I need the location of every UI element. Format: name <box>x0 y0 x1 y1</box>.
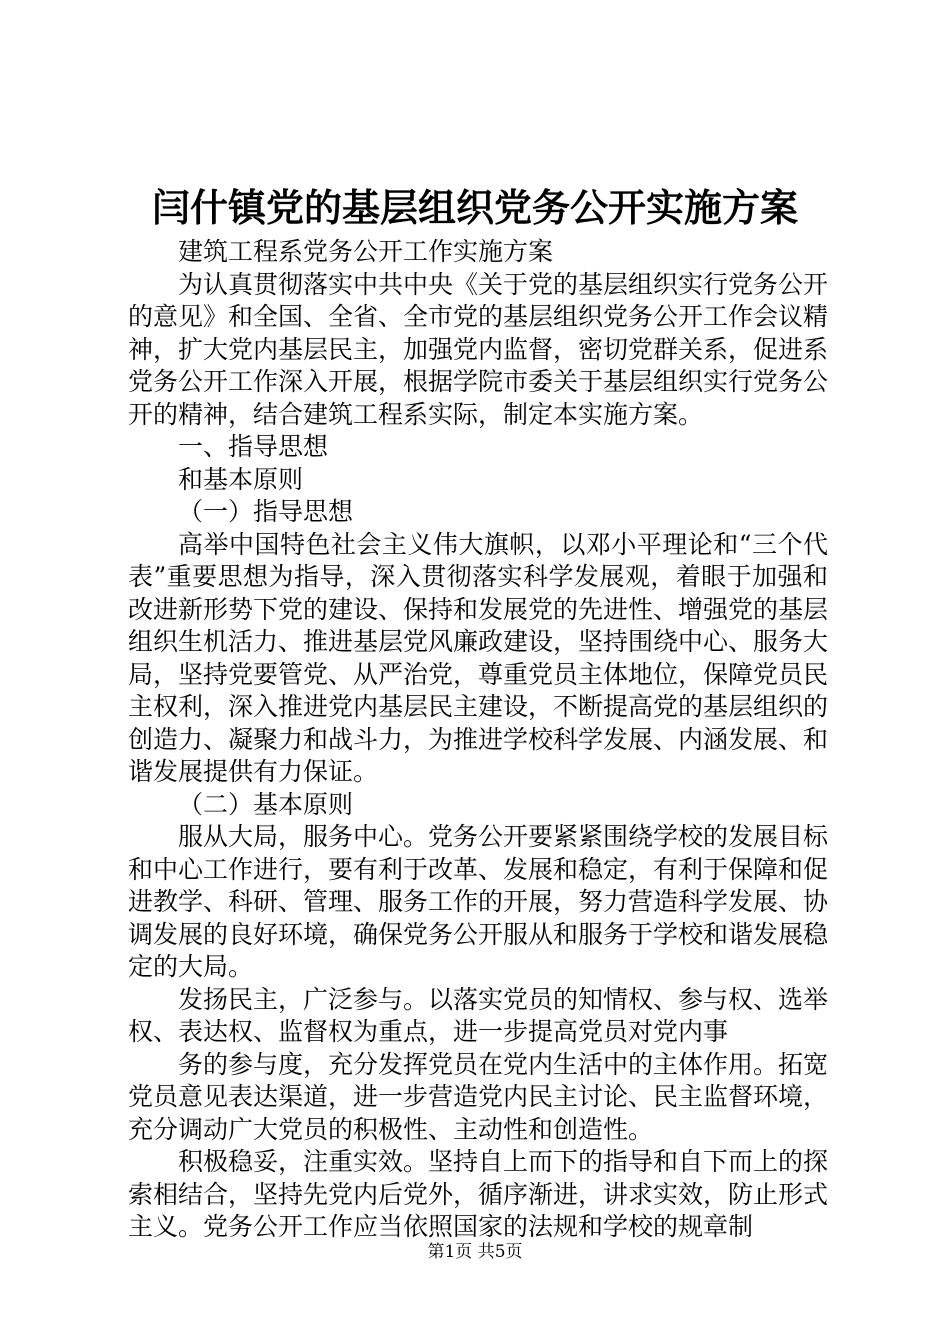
document-body <box>128 236 828 1244</box>
document-title: 闫什镇党的基层组织党务公开实施方案 <box>151 185 798 230</box>
section-heading-guiding-thought: 一、指导思想 <box>178 432 329 461</box>
paragraph-guiding-thought: 高举中国特色社会主义伟大旗帜，以邓小平理论和“三个代表”重要思想为指导，深入贯彻落实科学发展观，着眼于加强和改进新形势下党的建设、保持和发展党的先进性、增强党的基层组织生机活力、推进基层党风廉政建设，坚持围绕中心、服务大局，坚持党要管党、从严治党，尊重党员主体地位，保障党员民主权利，深入推进党内基层民主建设，不断提高党的基层组织的创造力、凝聚力和战斗力，为推进学校科学发展、内涵发展、和谐发展提供有力保证。 <box>128 529 829 786</box>
subsection-heading-1: （一）指导思想 <box>178 497 354 526</box>
paragraph-intro: 为认真贯彻落实中共中央《关于党的基层组织实行党务公开的意见》和全国、全省、全市党的基层组织党务公开工作会议精神，扩大党内基层民主，加强党内监督，密切党群关系，促进系党务公开工作深入开展，根据学院市委关于基层组织实行党务公开的精神，结合建筑工程系实际，制定本实施方案。 <box>128 269 829 429</box>
paragraph-principle-2-continued: 务的参与度，充分发挥党员在党内生活中的主体作用。拓宽党员意见表达渠道，进一步营造党内民主讨论、民主监督环境，充分调动广大党员的积极性、主动性和创造性。 <box>128 1049 829 1144</box>
section-heading-basic-principles: 和基本原则 <box>178 464 304 494</box>
paragraph-principle-1: 服从大局，服务中心。党务公开要紧紧围绕学校的发展目标和中心工作进行，要有利于改革、发展和稳定，有利于保障和促进教学、科研、管理、服务工作的开展，努力营造科学发展、协调发展的良好环境，确保党务公开服从和服务于学校和谐发展稳定的大局。 <box>128 822 829 981</box>
paragraph-principle-2: 发扬民主，广泛参与。以落实党员的知情权、参与权、选举权、表达权、监督权为重点，进一步提高党员对党内事 <box>128 984 829 1046</box>
document-subtitle: 建筑工程系党务公开工作实施方案 <box>178 237 554 266</box>
subsection-heading-2: （二）基本原则 <box>178 789 354 819</box>
page-number: 第1页 共5页 <box>427 1242 523 1262</box>
paragraph-principle-3: 积极稳妥，注重实效。坚持自上而下的指导和自下而上的探索相结合，坚持先党内后党外，循序渐进，讲求实效，防止形式主义。党务公开工作应当依照国家的法规和学校的规章制 <box>128 1147 829 1241</box>
